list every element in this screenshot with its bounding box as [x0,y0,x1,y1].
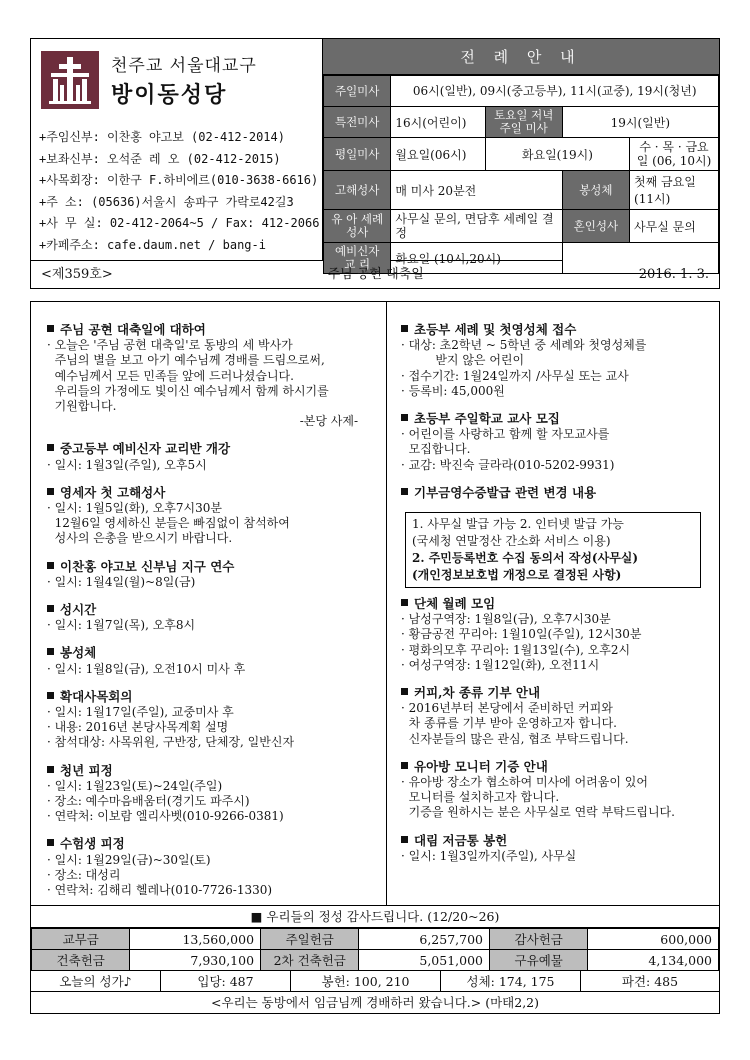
announcement-title: 주님 공현 대축일에 대하여 [47,322,380,337]
donation-line-1: 1. 사무실 발급 가능 2. 인터넷 발급 가능 [412,517,624,532]
offering-key: 주일헌금 [261,929,359,950]
sat-label: 토요일 저녁 주일 미사 [485,107,562,138]
announcement-line: · 연락처: 이보람 엘리사벳(010-9266-0381) [47,809,284,824]
bullet-square-icon [47,444,54,451]
announcement-title: 수험생 피정 [47,836,380,851]
announcement-title: 영세자 첫 고해성사 [47,485,380,500]
announcement-line: · 장소: 예수마음배움터(경기도 파주시) [47,794,250,809]
donation-receipt-box [405,512,701,588]
announcement-line: · 일시: 1월23일(토)~24일(주일) [47,778,223,793]
announcement-section [401,759,713,821]
announcement-section [401,411,713,473]
announcement-line: · 일시: 1월29일(금)~30일(토) [47,852,211,867]
infant-label: 유 아 세례성사 [324,210,391,243]
info-council: +사목회장: 이한구 F.하비에르(010-3638-6616) [39,173,319,187]
announcement-title: 청년 피정 [47,763,380,778]
announcements [30,301,720,906]
announcement-title: 이찬홍 야고보 신부님 지구 연수 [47,559,380,574]
scripture-verse: <우리는 동방에서 임금님께 경배하러 왔습니다.> (마태2,2) [211,995,539,1010]
announcement-section [47,441,380,472]
header-block [30,38,720,271]
announcement-title: 대림 저금통 봉헌 [401,833,713,848]
announcement-section [47,689,380,751]
announcement-line: · 어린이를 사랑하고 함께 할 자모교사를 [401,427,610,442]
hymn-label: 오늘의 성가♪ [31,971,161,991]
announcement-line: · 교감: 박진숙 글라라(010-5202-9931) [401,457,615,472]
announcement-section [401,685,713,747]
feast-title: 주님 공현 대축일 [327,267,424,282]
announcement-line: 받지 않은 어린이 [401,353,525,368]
schedule-table [323,75,719,274]
announcement-line: · 2016년부터 본당에서 준비하던 커피와 [401,701,613,716]
sunday-label: 주일미사 [324,76,391,107]
announcement-line: 주님의 별을 보고 아기 예수님께 경배를 드림으로써, [47,353,325,368]
special-value: 16시(어린이) [391,107,485,138]
bullet-square-icon [47,325,54,332]
announcement-line: 12월6일 영세하신 분들은 빠짐없이 참석하여 [47,516,290,531]
prep-value: 화요일 (10시,20시) [391,243,562,274]
issue-date: 2016. 1. 3. [638,267,709,282]
right-column [387,302,719,905]
announcement-section [47,485,380,547]
bullet-square-icon [47,648,54,655]
church-logo-icon [41,51,99,109]
offering-value: 13,560,000 [130,929,261,950]
hymn-offertory: 봉헌: 100, 210 [291,971,441,991]
marriage-label: 혼인성사 [562,210,629,243]
announcement-line: · 유아방 장소가 협소하여 미사에 어려움이 있어 [401,775,648,790]
announcement-section [47,836,380,898]
confession-label: 고해성사 [324,171,391,210]
announcement-line: · 황금공전 꾸리아: 1월10일(주일), 12시30분 [401,627,642,642]
adoration-value: 첫째 금요일 (11시) [630,171,719,210]
special-label: 특전미사 [324,107,391,138]
announcement-line: 기증을 원하시는 분은 사무실로 연락 부탁드립니다. [401,805,675,820]
schedule-panel [323,39,719,271]
announcement-title: 기부금영수증발급 관련 변경 내용 [401,485,713,500]
offering-value: 7,930,100 [130,950,261,971]
weekday-tue: 화요일(19시) [485,138,629,171]
donation-line-2: (국세청 연말정산 간소화 서비스 이용) [412,534,611,549]
info-pastor: +주임신부: 이찬홍 야고보 (02-412-2014) [39,130,285,144]
announcement-line: 성사의 은총을 받으시기 바랍니다. [47,531,233,546]
sunday-value: 06시(일반), 09시(중고등부), 11시(교중), 19시(청년) [391,76,719,107]
offering-row [32,950,719,971]
offering-summary [30,906,720,1014]
prep-label: 예비신자 교 리 [324,243,391,274]
hymn-row [31,971,719,992]
offering-key: 교무금 [32,929,130,950]
bulletin-page [30,38,720,1014]
weekday-wtf: 수 · 목 · 금요일 (06, 10시) [630,138,719,171]
announcement-title: 초등부 세례 및 첫영성체 접수 [401,322,713,337]
announcement-title: 중고등부 예비신자 교리반 개강 [47,441,380,456]
offering-value: 5,051,000 [359,950,490,971]
announcement-line: 신자분들의 많은 관심, 협조 부탁드립니다. [401,731,629,746]
weekday-label: 평일미사 [324,138,391,171]
confession-value: 매 미사 20분전 [391,171,562,210]
church-info-panel [31,39,323,260]
announcement-line: · 연락처: 김해리 헬레나(010-7726-1330) [47,883,273,898]
announcement-section [47,763,380,825]
announcement-line: 우리들의 가정에도 빛이신 예수님께서 함께 하시기를 [47,383,329,398]
offering-key: 구유예물 [490,950,588,971]
announcement-line: · 참석대상: 사목위원, 구반장, 단체장, 일반신자 [47,735,295,750]
hymn-recessional: 파견: 485 [621,974,679,989]
announcement-line: 모니터를 설치하고자 합니다. [401,790,560,805]
announcement-line: · 일시: 1월5일(화), 오후7시30분 [47,501,222,516]
sat-value: 19시(일반) [562,107,718,138]
bullet-square-icon [401,325,408,332]
announcement-line: · 남성구역장: 1월8일(금), 오후7시30분 [401,612,611,627]
announcement-section [47,322,380,429]
announcement-line: · 일시: 1월3일(주일), 오후5시 [47,457,207,472]
offering-value: 6,257,700 [359,929,490,950]
announcement-section [401,322,713,399]
announcement-line: · 대상: 초2학년 ~ 5학년 중 세례와 첫영성체를 [401,338,647,353]
schedule-title: 전 례 안 내 [323,39,719,75]
announcement-line: · 오늘은 '주님 공현 대축일'로 동방의 세 박사가 [47,338,293,353]
announcement-line: · 일시: 1월7일(목), 오후8시 [47,618,196,633]
bullet-square-icon [401,488,408,495]
announcement-title: 커피,차 종류 기부 안내 [401,685,713,700]
announcement-title: 성시간 [47,602,380,617]
logo-row [39,45,314,115]
hymn-communion: 성체: 174, 175 [441,971,581,991]
offering-value: 600,000 [588,929,719,950]
bullet-square-icon [47,839,54,846]
announcement-section [47,559,380,590]
offering-table [31,928,719,971]
announcement-title: 초등부 주일학교 교사 모집 [401,411,713,426]
info-address: +주 소: (05636)서울시 송파구 가락로42길3 [39,194,294,209]
bullet-square-icon [47,766,54,773]
marriage-value: 사무실 문의 [630,210,719,243]
announcement-line: · 일시: 1월8일(금), 오전10시 미사 후 [47,661,246,676]
announcement-line: · 여성구역장: 1월12일(화), 오전11시 [401,657,600,672]
bullet-square-icon [47,605,54,612]
left-column [31,302,387,905]
bullet-square-icon [401,414,408,421]
offering-key: 감사헌금 [490,929,588,950]
info-office: +사 무 실: 02-412-2064~5 / Fax: 412-2066 [39,216,320,230]
offering-row [32,929,719,950]
donation-line-4: (개인정보보호법 개정으로 결정된 사항) [412,568,622,583]
offering-key: 건축헌금 [32,950,130,971]
announcement-line: · 평화의모후 꾸리아: 1월13일(수), 오후2시 [401,642,631,657]
offering-value: 4,134,000 [588,950,719,971]
announcement-line: 모집합니다. [401,442,471,457]
announcement-section [401,596,713,673]
announcement-section [47,645,380,676]
church-name: 방이동성당 [111,82,228,108]
adoration-label: 봉성체 [562,171,629,210]
offering-title: ■ 우리들의 정성 감사드립니다. (12/20~26) [31,906,719,928]
offering-key: 2차 건축헌금 [261,950,359,971]
hymn-entrance: 입당: 487 [161,971,291,991]
issue-number: <제359호> [41,267,113,282]
bullet-square-icon [401,688,408,695]
bullet-square-icon [401,762,408,769]
announcement-title: 봉성체 [47,645,380,660]
announcement-line: · 내용: 2016년 본당사목계획 설명 [47,720,229,735]
announcement-line: 기원합니다. [47,399,117,414]
announcement-line: · 일시: 1월4일(월)~8일(금) [47,574,196,589]
bullet-square-icon [47,562,54,569]
announcement-line: · 장소: 대성리 [47,867,121,882]
weekday-mon: 월요일(06시) [391,138,485,171]
info-assistant: +보좌신부: 오석준 레 오 (02-412-2015) [39,151,281,166]
donation-line-3: 2. 주민등록번호 수집 동의서 작성(사무실) [412,551,639,566]
contact-info [39,127,320,256]
announcement-line: 차 종류를 기부 받아 운영하고자 합니다. [401,716,617,731]
announcement-line: · 접수기간: 1월24일까지 /사무실 또는 교사 [401,368,629,383]
announcement-line: · 일시: 1월3일까지(주일), 사무실 [401,848,577,863]
announcement-section [401,833,713,864]
bullet-square-icon [47,488,54,495]
announcement-line: 예수님께서 모든 민족들 앞에 드러나셨습니다. [47,368,294,383]
announcement-title: 유아방 모니터 기증 안내 [401,759,713,774]
info-cafe[interactable]: +카페주소: cafe.daum.net / bang-i [39,237,266,252]
bullet-square-icon [47,692,54,699]
signature: -본당 사제- [299,414,358,429]
announcement-line: · 등록비: 45,000원 [401,383,505,398]
announcement-title: 단체 월례 모임 [401,596,713,611]
announcement-line: · 일시: 1월17일(주일), 교중미사 후 [47,705,234,720]
diocese-name: 천주교 서울대교구 [111,56,257,76]
infant-value: 사무실 문의, 면담후 세례일 결정 [391,210,562,243]
announcement-title: 확대사목회의 [47,689,380,704]
announcement-section [401,485,713,500]
announcement-section [47,602,380,633]
bullet-square-icon [401,836,408,843]
bullet-square-icon [401,599,408,606]
